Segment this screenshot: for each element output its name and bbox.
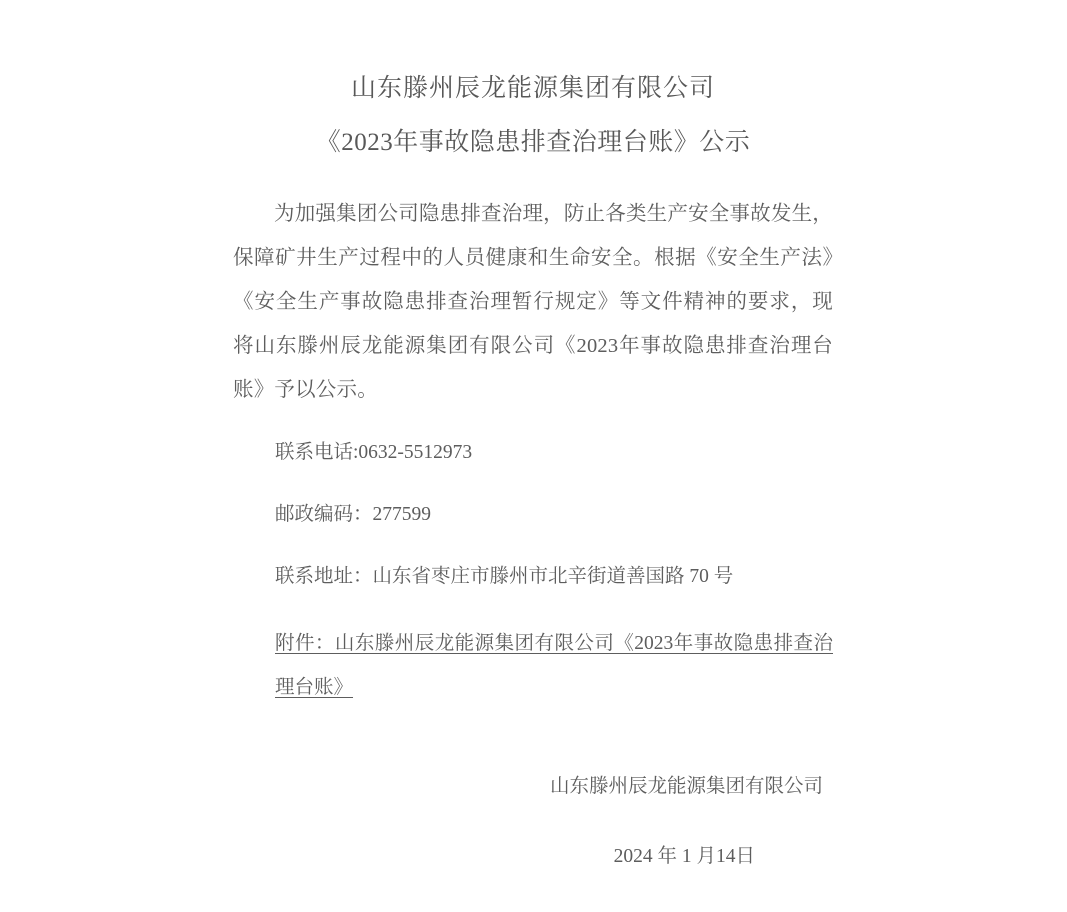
- postal-code-line: 邮政编码：277599: [275, 504, 432, 525]
- document-title-line-1: 山东滕州辰龙能源集团有限公司: [350, 75, 715, 102]
- document-title-line-2: 《2023年事故隐患排查治理台账》公示: [315, 129, 751, 156]
- attachment-link[interactable]: 附件：山东滕州辰龙能源集团有限公司《2023年事故隐患排查治理台账》: [275, 633, 833, 698]
- document-paragraph: 为加强集团公司隐患排查治理，防止各类生产安全事故发生，保障矿井生产过程中的人员健康和生命安全。根据《安全生产法》《安全生产事故隐患排查治理暂行规定》等文件精神的要求，现将山东滕州辰龙能源集团有限公司《2023年事故隐患排查治理台账》予以公示。: [233, 203, 833, 401]
- document-body: [233, 62, 833, 878]
- contact-phone-line: 联系电话:0632-5512973: [275, 442, 473, 463]
- contact-address-line: 联系地址：山东省枣庄市滕州市北辛街道善国路 70 号: [275, 566, 734, 587]
- signature-company: 山东滕州辰龙能源集团有限公司: [549, 776, 823, 797]
- signature-date: 2024 年 1 月14日: [613, 846, 755, 867]
